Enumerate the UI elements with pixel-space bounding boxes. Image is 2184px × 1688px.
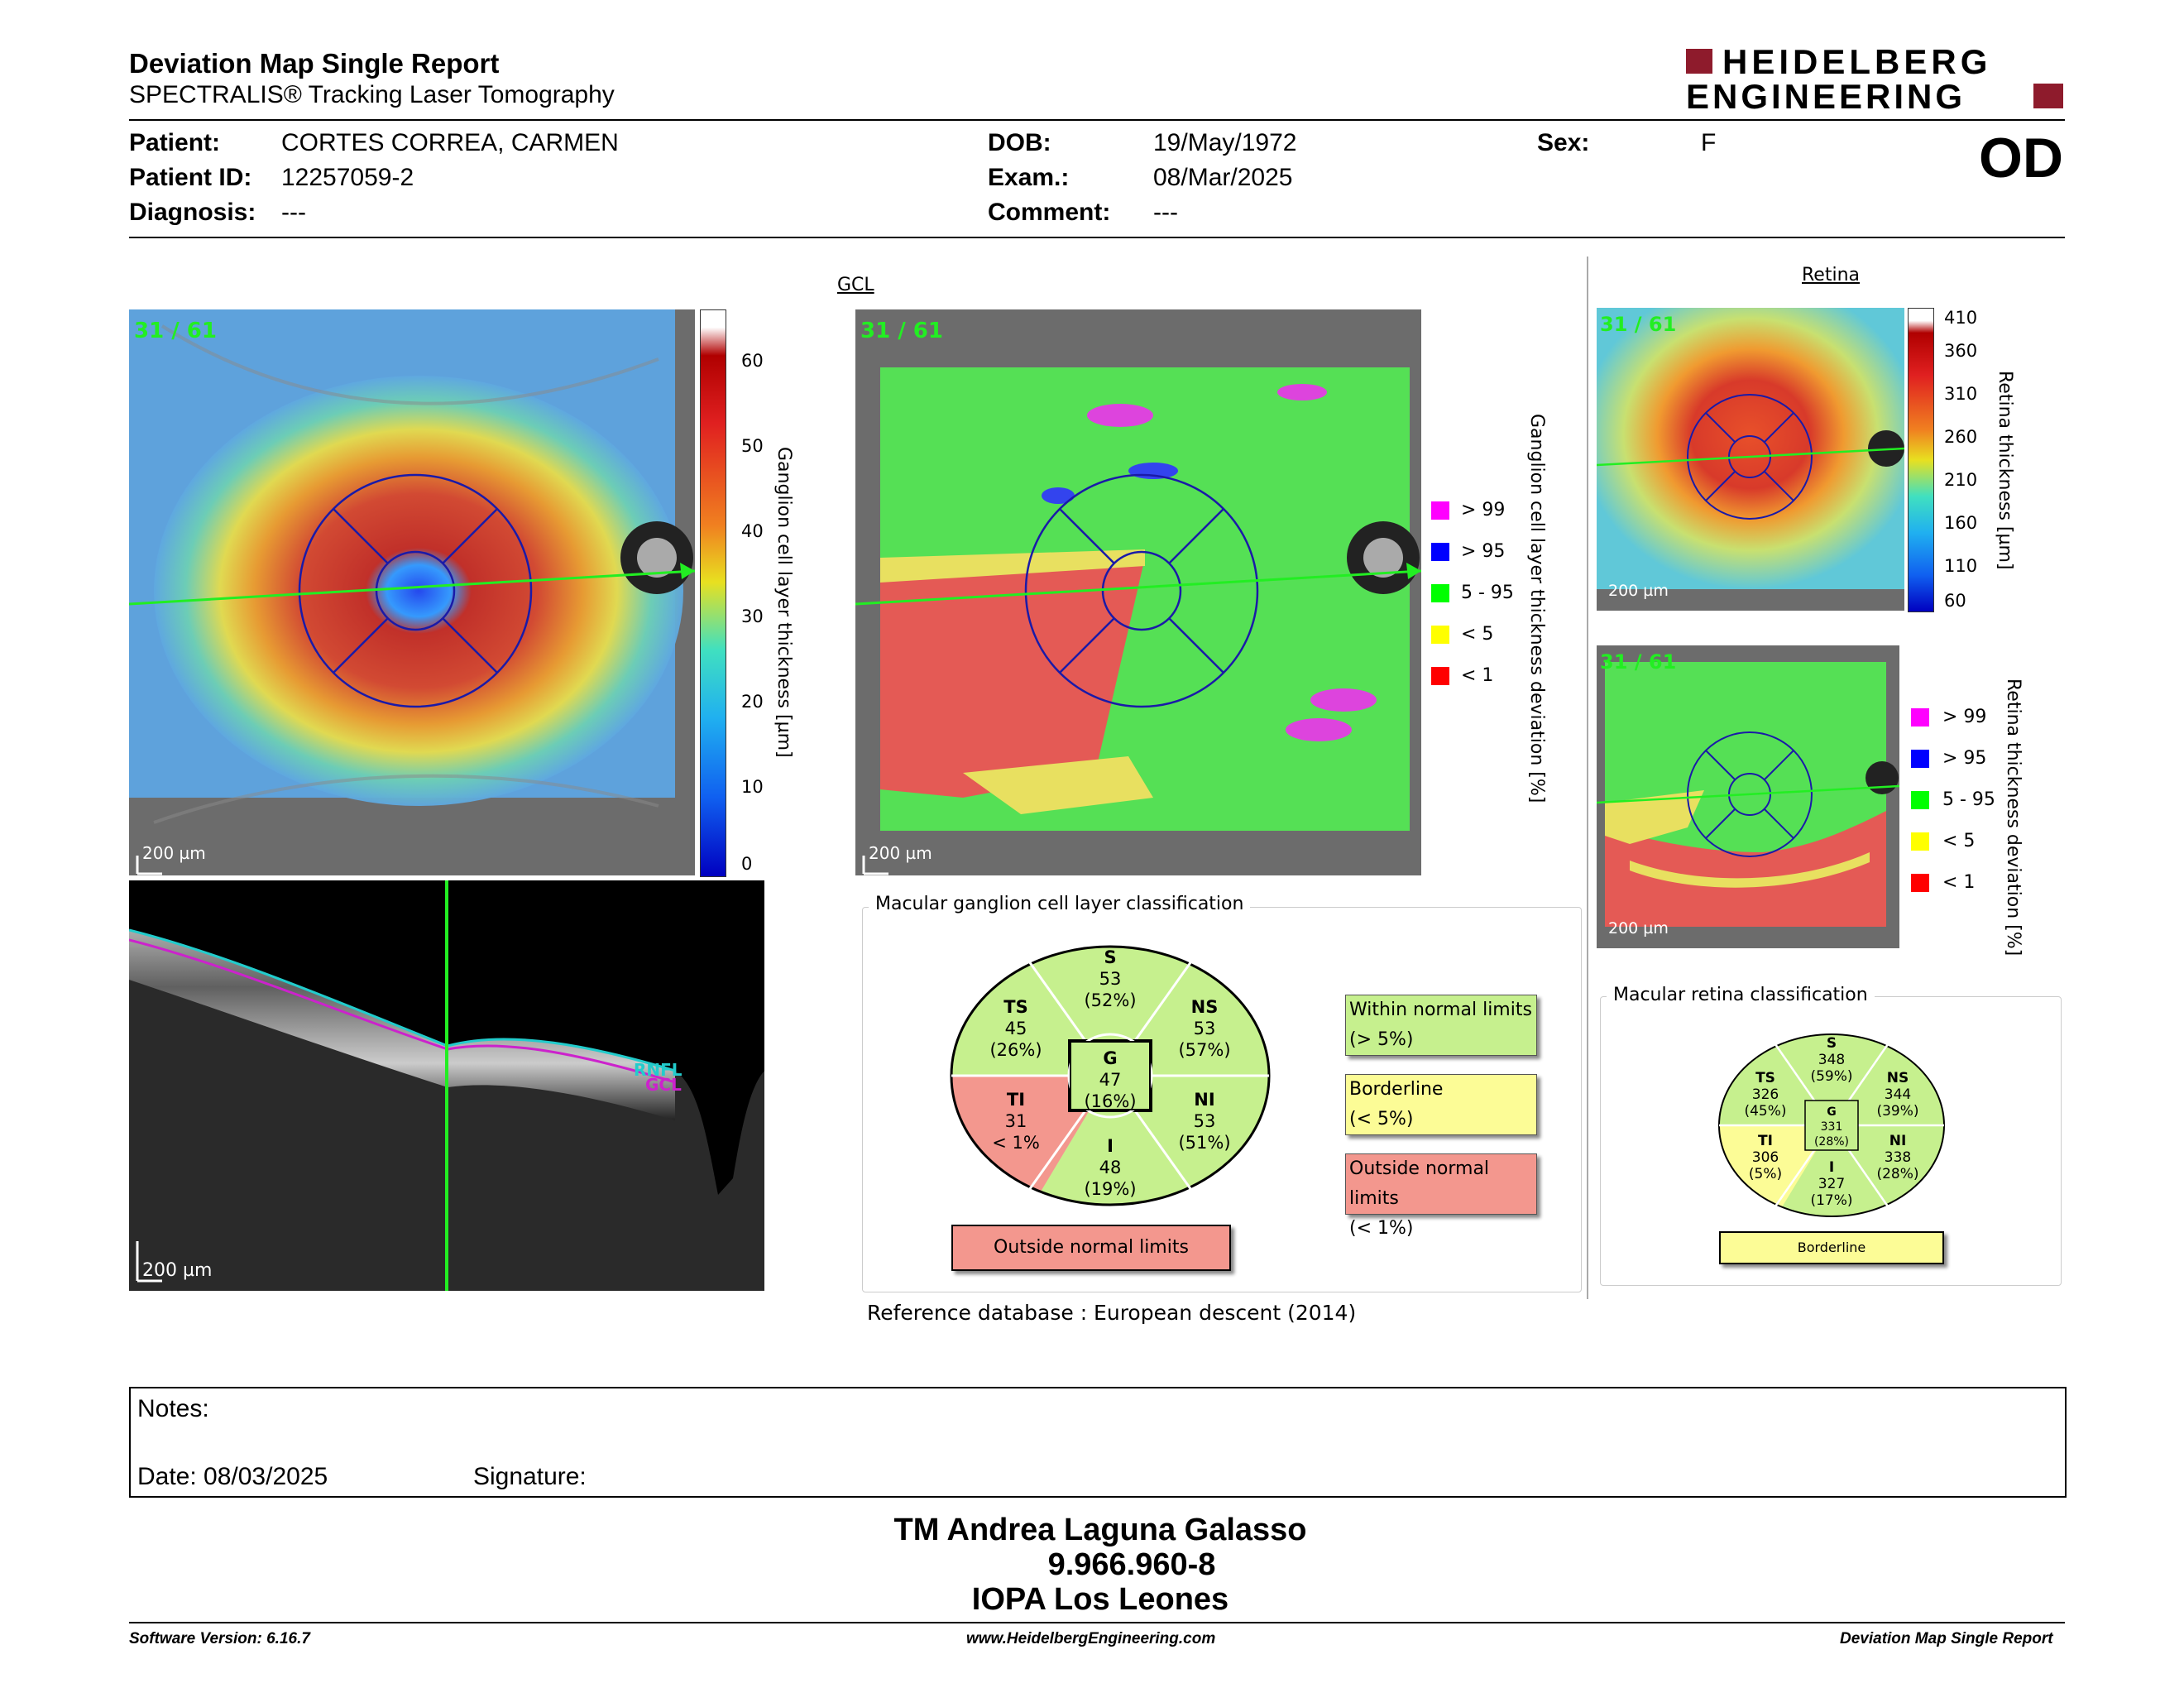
retina-cbar-tick: 410: [1944, 308, 1978, 328]
gcl-map-frame: 31 / 61: [134, 319, 217, 343]
gcl-legend-swatch: [1431, 584, 1449, 602]
gcl-dev-frame: 31 / 61: [860, 319, 943, 343]
report-title: Deviation Map Single Report: [129, 48, 500, 79]
ret-sector-i-value: 327: [1818, 1176, 1846, 1192]
eye-label: OD: [1979, 127, 2063, 189]
retina-cbar-tick: 60: [1944, 591, 1966, 611]
website-link[interactable]: www.HeidelbergEngineering.com: [966, 1630, 1216, 1647]
gcl-sector-s-value: 53: [1099, 969, 1122, 989]
retina-map-scale: 200 µm: [1608, 582, 1669, 600]
gcl-thickness-map: [129, 309, 695, 875]
legend-outside-normal: [1345, 1153, 1537, 1239]
gcl-sector-chart: [948, 943, 1272, 1208]
retina-colorbar-label: Retina thickness [µm]: [1995, 371, 2015, 570]
retina-deviation-map: [1597, 645, 1899, 948]
patient-id: 12257059-2: [281, 164, 414, 191]
gcl-sector-s-name: S: [1104, 947, 1117, 967]
gcl-sector-g-name: G: [1103, 1048, 1118, 1068]
gcl-legend-label: < 1: [1461, 665, 1494, 686]
gcl-section-title: GCL: [837, 275, 874, 295]
sex-value: F: [1701, 129, 1717, 156]
gcl-sector-g-value: 47: [1099, 1070, 1122, 1090]
dob-label: DOB:: [988, 129, 1051, 156]
retina-colorbar: [1908, 308, 1934, 612]
dob-value: 19/May/1972: [1153, 129, 1297, 156]
gcl-cbar-tick: 0: [741, 854, 753, 874]
retina-legend-label: > 99: [1942, 707, 1987, 727]
gcl-sector-ti-pct: < 1%: [992, 1133, 1040, 1153]
gcl-sector-ti-name: TI: [1006, 1090, 1026, 1110]
gcl-sector-ti-value: 31: [1004, 1111, 1027, 1131]
retina-cbar-tick: 360: [1944, 341, 1978, 361]
ret-sector-g-pct: (28%): [1813, 1135, 1850, 1149]
ret-sector-ns-value: 344: [1884, 1086, 1912, 1103]
ret-sector-ni-pct: (28%): [1876, 1166, 1919, 1182]
gcl-legend-swatch: [1431, 626, 1449, 644]
retina-classification-result: Borderline: [1719, 1231, 1944, 1264]
gcl-sector-ts-value: 45: [1004, 1019, 1027, 1038]
legend-outside-line2: (< 1%): [1349, 1218, 1414, 1239]
heidelberg-logo: [1686, 42, 2067, 118]
gcl-legend-label: > 99: [1461, 500, 1506, 520]
ret-sector-g-name: G: [1827, 1105, 1837, 1119]
brand-line2: ENGINEERING: [1686, 77, 1966, 116]
report-subtitle: SPECTRALIS® Tracking Laser Tomography: [129, 81, 615, 108]
retina-legend-swatch: [1911, 832, 1929, 851]
retina-legend-label: 5 - 95: [1942, 789, 1995, 810]
gcl-sector-i-pct: (19%): [1084, 1179, 1137, 1199]
brand-line1: HEIDELBERG: [1722, 42, 1992, 81]
legend-borderline-line1: Borderline: [1349, 1079, 1444, 1100]
ret-sector-ns-pct: (39%): [1876, 1103, 1919, 1120]
ret-sector-i-pct: (17%): [1810, 1192, 1853, 1209]
retina-cbar-tick: 310: [1944, 384, 1978, 404]
retina-legend-label: < 1: [1942, 872, 1976, 893]
gcl-legend-swatch: [1431, 667, 1449, 685]
gcl-deviation-map: [855, 309, 1421, 875]
ret-sector-s-value: 348: [1818, 1052, 1846, 1068]
gcl-sector-ni-name: NI: [1194, 1090, 1215, 1110]
gcl-sector-s-pct: (52%): [1084, 990, 1137, 1010]
ret-sector-ts-pct: (45%): [1744, 1103, 1787, 1120]
legend-within-line1: Within normal limits: [1349, 1000, 1532, 1020]
ret-sector-ti-pct: (5%): [1748, 1166, 1783, 1182]
gcl-colorbar: [700, 309, 726, 877]
retina-dev-frame: 31 / 61: [1600, 650, 1677, 674]
diagnosis-value: ---: [281, 199, 306, 226]
software-version: Software Version: 6.16.7: [129, 1630, 310, 1647]
gcl-sector-ts-name: TS: [1003, 997, 1028, 1017]
legend-within-normal: [1345, 995, 1537, 1056]
date-label: Date: 08/03/2025: [137, 1463, 328, 1490]
gcl-cbar-tick: 50: [741, 436, 764, 456]
retina-dev-axis-label: Retina thickness deviation [%]: [2003, 679, 2024, 957]
retina-sector-chart: [1717, 1033, 1946, 1218]
footer-report-name: Deviation Map Single Report: [1840, 1630, 2053, 1647]
retina-dev-scale: 200 µm: [1608, 919, 1669, 938]
reference-database: Reference database : European descent (2014): [867, 1301, 1357, 1325]
gcl-legend-swatch: [1431, 501, 1449, 520]
gcl-sector-ni-value: 53: [1193, 1111, 1216, 1131]
ret-sector-ti-name: TI: [1758, 1133, 1773, 1149]
gcl-classification-result: Outside normal limits: [951, 1225, 1231, 1271]
comment-label: Comment:: [988, 199, 1111, 226]
exam-label: Exam.:: [988, 164, 1070, 191]
legend-borderline-line2: (< 5%): [1349, 1109, 1414, 1129]
retina-section-title: Retina: [1802, 265, 1860, 285]
legend-outside-line1: Outside normal limits: [1349, 1158, 1490, 1209]
retina-thickness-map: [1597, 308, 1904, 611]
gcl-cbar-tick: 30: [741, 607, 764, 626]
patient-id-label: Patient ID:: [129, 164, 252, 191]
gcl-classification-title: Macular ganglion cell layer classification: [869, 894, 1250, 914]
retina-legend-label: > 95: [1942, 748, 1987, 769]
patient-name: CORTES CORREA, CARMEN: [281, 129, 619, 156]
ret-sector-g-value: 331: [1820, 1120, 1843, 1134]
gcl-sector-ns-name: NS: [1190, 997, 1219, 1017]
retina-legend-swatch: [1911, 874, 1929, 892]
retina-cbar-tick: 110: [1944, 556, 1978, 576]
notes-box[interactable]: [129, 1387, 2067, 1498]
gcl-sector-ts-pct: (26%): [989, 1040, 1042, 1060]
gcl-legend-label: > 95: [1461, 541, 1506, 562]
oct-bscan: [129, 880, 764, 1291]
gcl-sector-ns-value: 53: [1193, 1019, 1216, 1038]
bscan-gcl-label: GCL: [645, 1075, 682, 1095]
legend-within-line2: (> 5%): [1349, 1029, 1414, 1050]
gcl-dev-scale: 200 µm: [869, 843, 932, 863]
legend-borderline: [1345, 1074, 1537, 1135]
gcl-sector-ni-pct: (51%): [1178, 1133, 1231, 1153]
ret-sector-ni-value: 338: [1884, 1149, 1912, 1166]
gcl-sector-i-value: 48: [1099, 1158, 1122, 1177]
ret-sector-ns-name: NS: [1886, 1070, 1909, 1086]
gcl-sector-i-name: I: [1107, 1136, 1114, 1156]
signatory-id: 9.966.960-8: [1047, 1547, 1216, 1582]
signatory-name: TM Andrea Laguna Galasso: [893, 1513, 1307, 1547]
gcl-legend-swatch: [1431, 543, 1449, 561]
bscan-rnfl-label: RNFL: [634, 1060, 682, 1080]
sex-label: Sex:: [1537, 129, 1590, 156]
ret-sector-ni-name: NI: [1889, 1133, 1907, 1149]
ret-sector-ti-value: 306: [1751, 1149, 1779, 1166]
bscan-scale: 200 µm: [142, 1260, 213, 1281]
signature-label: Signature:: [473, 1463, 587, 1490]
retina-legend-label: < 5: [1942, 831, 1976, 851]
ret-sector-s-pct: (59%): [1810, 1068, 1853, 1085]
retina-classification-title: Macular retina classification: [1607, 985, 1875, 1005]
ret-sector-s-name: S: [1826, 1035, 1837, 1052]
exam-value: 08/Mar/2025: [1153, 164, 1293, 191]
signatory-institution: IOPA Los Leones: [971, 1582, 1229, 1617]
gcl-dev-axis-label: Ganglion cell layer thickness deviation [%]: [1526, 414, 1547, 803]
ret-sector-ts-value: 326: [1751, 1086, 1779, 1103]
gcl-cbar-tick: 10: [741, 777, 764, 797]
ret-sector-i-name: I: [1828, 1159, 1835, 1176]
retina-map-frame: 31 / 61: [1600, 313, 1677, 336]
comment-value: ---: [1153, 199, 1178, 226]
retina-legend-swatch: [1911, 750, 1929, 768]
gcl-cbar-tick: 60: [741, 351, 764, 371]
gcl-cbar-tick: 20: [741, 692, 764, 712]
gcl-sector-g-pct: (16%): [1084, 1091, 1137, 1111]
notes-label: Notes:: [137, 1395, 209, 1422]
gcl-sector-ns-pct: (57%): [1178, 1040, 1231, 1060]
patient-label: Patient:: [129, 129, 221, 156]
gcl-map-scale: 200 µm: [142, 843, 206, 863]
retina-cbar-tick: 260: [1944, 427, 1978, 447]
retina-legend-swatch: [1911, 791, 1929, 809]
gcl-colorbar-label: Ganglion cell layer thickness [µm]: [774, 447, 794, 758]
gcl-legend-label: < 5: [1461, 624, 1494, 645]
gcl-cbar-tick: 40: [741, 521, 764, 541]
retina-cbar-tick: 210: [1944, 470, 1978, 490]
gcl-legend-label: 5 - 95: [1461, 583, 1514, 603]
diagnosis-label: Diagnosis:: [129, 199, 256, 226]
retina-cbar-tick: 160: [1944, 513, 1978, 533]
ret-sector-ts-name: TS: [1755, 1070, 1775, 1086]
retina-legend-swatch: [1911, 708, 1929, 727]
